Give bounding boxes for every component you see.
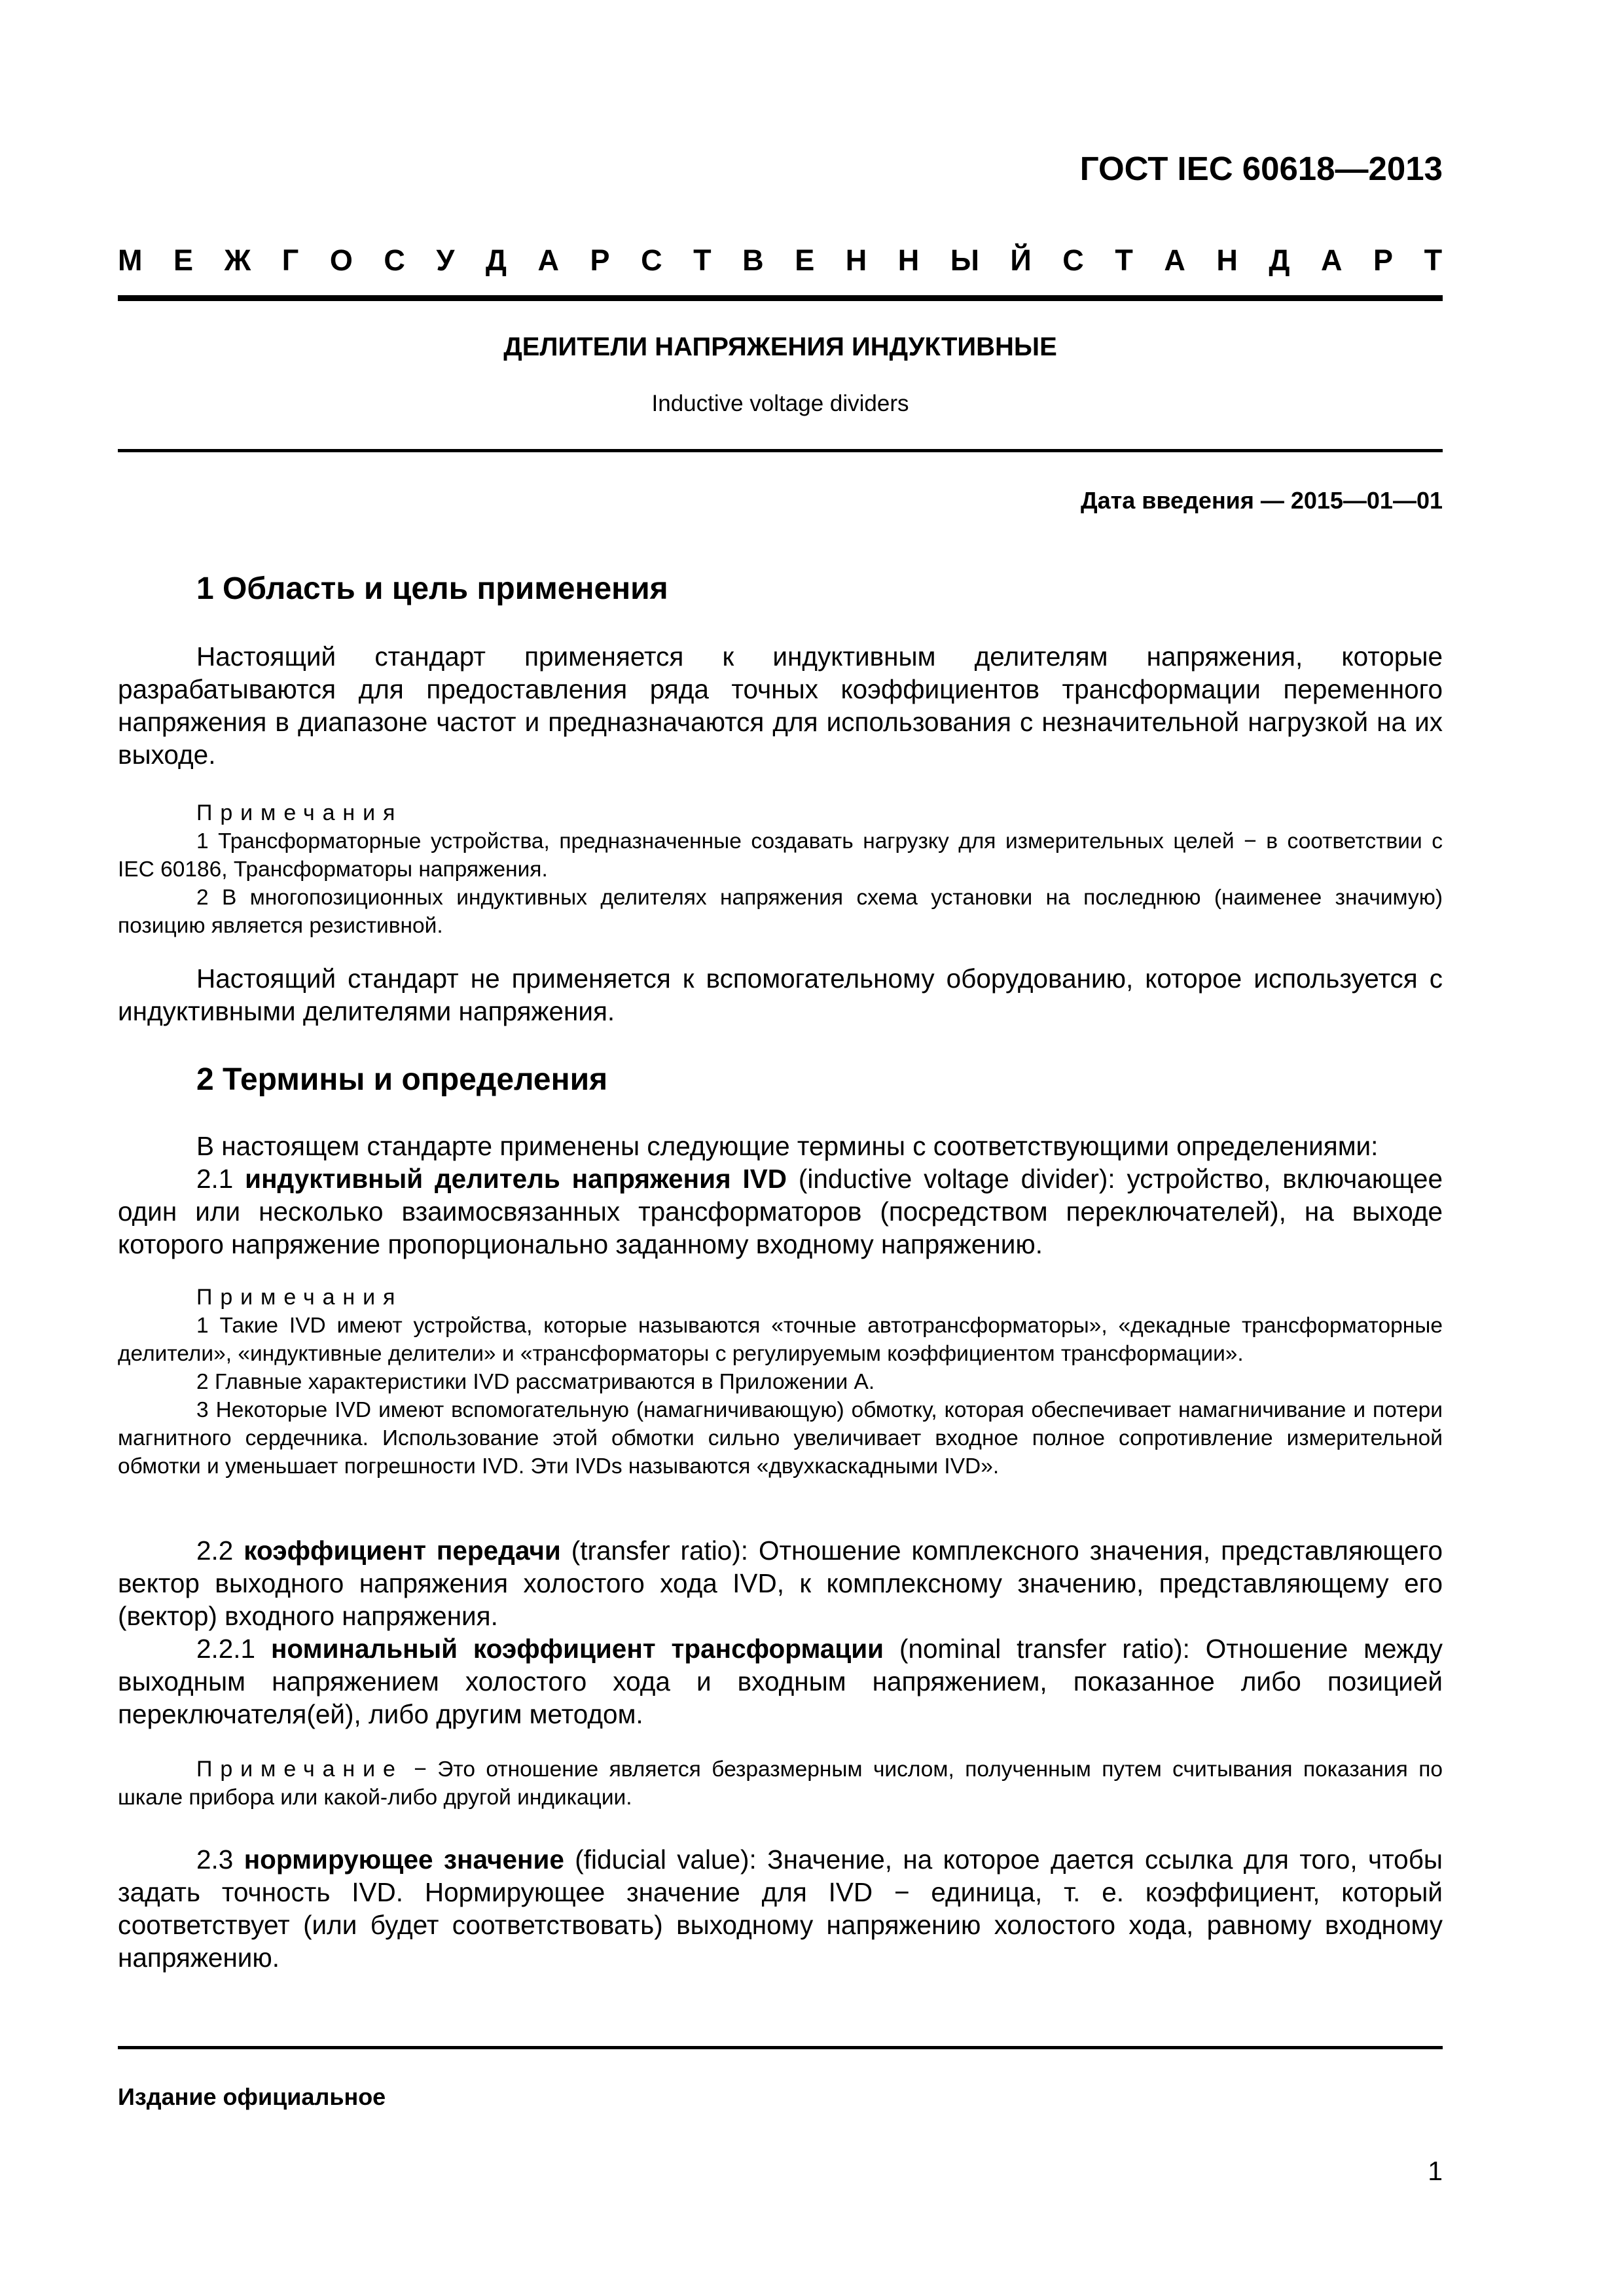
term-name: коэффициент передачи (244, 1535, 561, 1566)
header-rule (118, 295, 1443, 301)
note-single (118, 1755, 1443, 1812)
section-2-term-2-3 (118, 1843, 1443, 1974)
notes-heading: Примечания (196, 800, 403, 825)
note-label: Примечание (196, 1757, 403, 1782)
title-rule (118, 449, 1443, 452)
term-definition: (nominal transfer ratio): Отношение между выходным напряжением холостого хода и входным напряжением, показанное либо позицией переключателя(ей), либо другим методом. (118, 1634, 1443, 1729)
notes-heading: Примечания (196, 1285, 403, 1310)
section-2-body (118, 1130, 1443, 1261)
terms-intro: В настоящем стандарте применены следующие термины с соответствующими определениями: (196, 1131, 1379, 1161)
note-1: 1 Такие IVD имеют устройства, которые называются «точные автотрансформаторы», «декадные трансформаторные делители», «индуктивные делители» и «трансформаторы с регулируемым коэффициентом трансформации». (118, 1314, 1443, 1366)
section-2-heading: 2 Термины и определения (196, 1062, 608, 1097)
note-1: 1 Трансформаторные устройства, предназначенные создавать нагрузку для измерительных целей − в соответствии с IEC 60186, Трансформаторы напряжения. (118, 829, 1443, 882)
document-title-ru: ДЕЛИТЕЛИ НАПРЯЖЕНИЯ ИНДУКТИВНЫЕ (503, 332, 1057, 361)
term-2-1 (118, 1162, 1443, 1261)
note-text: − Это отношение является безразмерным числом, полученным путем считывания показания по шкале прибора или какой-либо другой индикации. (118, 1757, 1443, 1810)
scope-paragraph: Настоящий стандарт применяется к индуктивным делителям напряжения, которые разрабатываются для предоставления ряда точных коэффициентов трансформации переменного напряжения в диапазоне частот и предназначаются для использования с незначительной нагрузкой на их выходе. (118, 641, 1443, 770)
term-number: 2.2.1 (196, 1634, 271, 1664)
term-name: нормирующее значение (244, 1844, 564, 1874)
section-1-notes (118, 798, 1443, 940)
section-2-single-note (118, 1755, 1443, 1812)
note-3: 3 Некоторые IVD имеют вспомогательную (намагничивающую) обмотку, которая обеспечивает намагничивание и потери магнитного сердечника. Использование этой обмотки сильно увеличивает входное полное сопротивление измерительной обмотки и уменьшает погрешности IVD. Эти IVDs называются «двухкаскадными IVD». (118, 1398, 1443, 1479)
exclusion-paragraph: Настоящий стандарт не применяется к вспомогательному оборудованию, которое используется с индуктивными делителями напряжения. (118, 963, 1443, 1026)
section-1 (118, 571, 1443, 607)
section-2-notes (118, 1283, 1443, 1480)
section-2 (118, 1062, 1443, 1098)
document-number: ГОСТ IEC 60618—2013 (1079, 150, 1443, 187)
term-number: 2.3 (196, 1844, 244, 1874)
term-name: номинальный коэффициент трансформации (270, 1634, 884, 1664)
term-definition: (transfer ratio): Отношение комплексного значения, представляющего вектор выходного напряжения холостого хода IVD, к комплексному значению, представляющему его (вектор) входного напряжения. (118, 1535, 1443, 1631)
page-number: 1 (1428, 2156, 1443, 2186)
term-name: индуктивный делитель напряжения IVD (245, 1164, 787, 1194)
term-2-3 (118, 1843, 1443, 1974)
term-number: 2.1 (196, 1164, 245, 1194)
term-definition: (fiducial value): Значение, на которое дается ссылка для того, чтобы задать точность IVD. Нормирующее значение для IVD − единица, т. е. коэффициент, который соответствует (или будет соответствовать) выходному напряжению холостого хода, равному входному напряжению. (118, 1844, 1443, 1973)
term-2-2 (118, 1534, 1443, 1632)
section-1-heading: 1 Область и цель применения (196, 571, 668, 606)
note-2: 2 В многопозиционных индуктивных делителях напряжения схема установки на последнюю (наименее значимую) позицию является резистивной. (118, 886, 1443, 938)
term-2-2-1 (118, 1632, 1443, 1731)
interstate-standard-label: М Е Ж Г О С У Д А Р С Т В Е Н Н Ы Й С Т А Н Д А Р Т (118, 243, 1443, 277)
section-1-body (118, 640, 1443, 771)
term-definition: (inductive voltage divider): устройство, включающее один или несколько взаимосвязанных трансформаторов (посредством переключателей), на выходе которого напряжение пропорционально заданному входному напряжению. (118, 1164, 1443, 1259)
footer-rule (118, 2046, 1443, 2049)
note-2: 2 Главные характеристики IVD рассматриваются в Приложении А. (196, 1370, 875, 1394)
edition-label: Издание официальное (118, 2083, 386, 2110)
term-number: 2.2 (196, 1535, 244, 1566)
section-2-terms (118, 1534, 1443, 1731)
section-1-exclusion (118, 962, 1443, 1028)
document-title-en: Inductive voltage dividers (651, 391, 909, 416)
introduction-date: Дата введения — 2015—01—01 (1080, 487, 1443, 514)
